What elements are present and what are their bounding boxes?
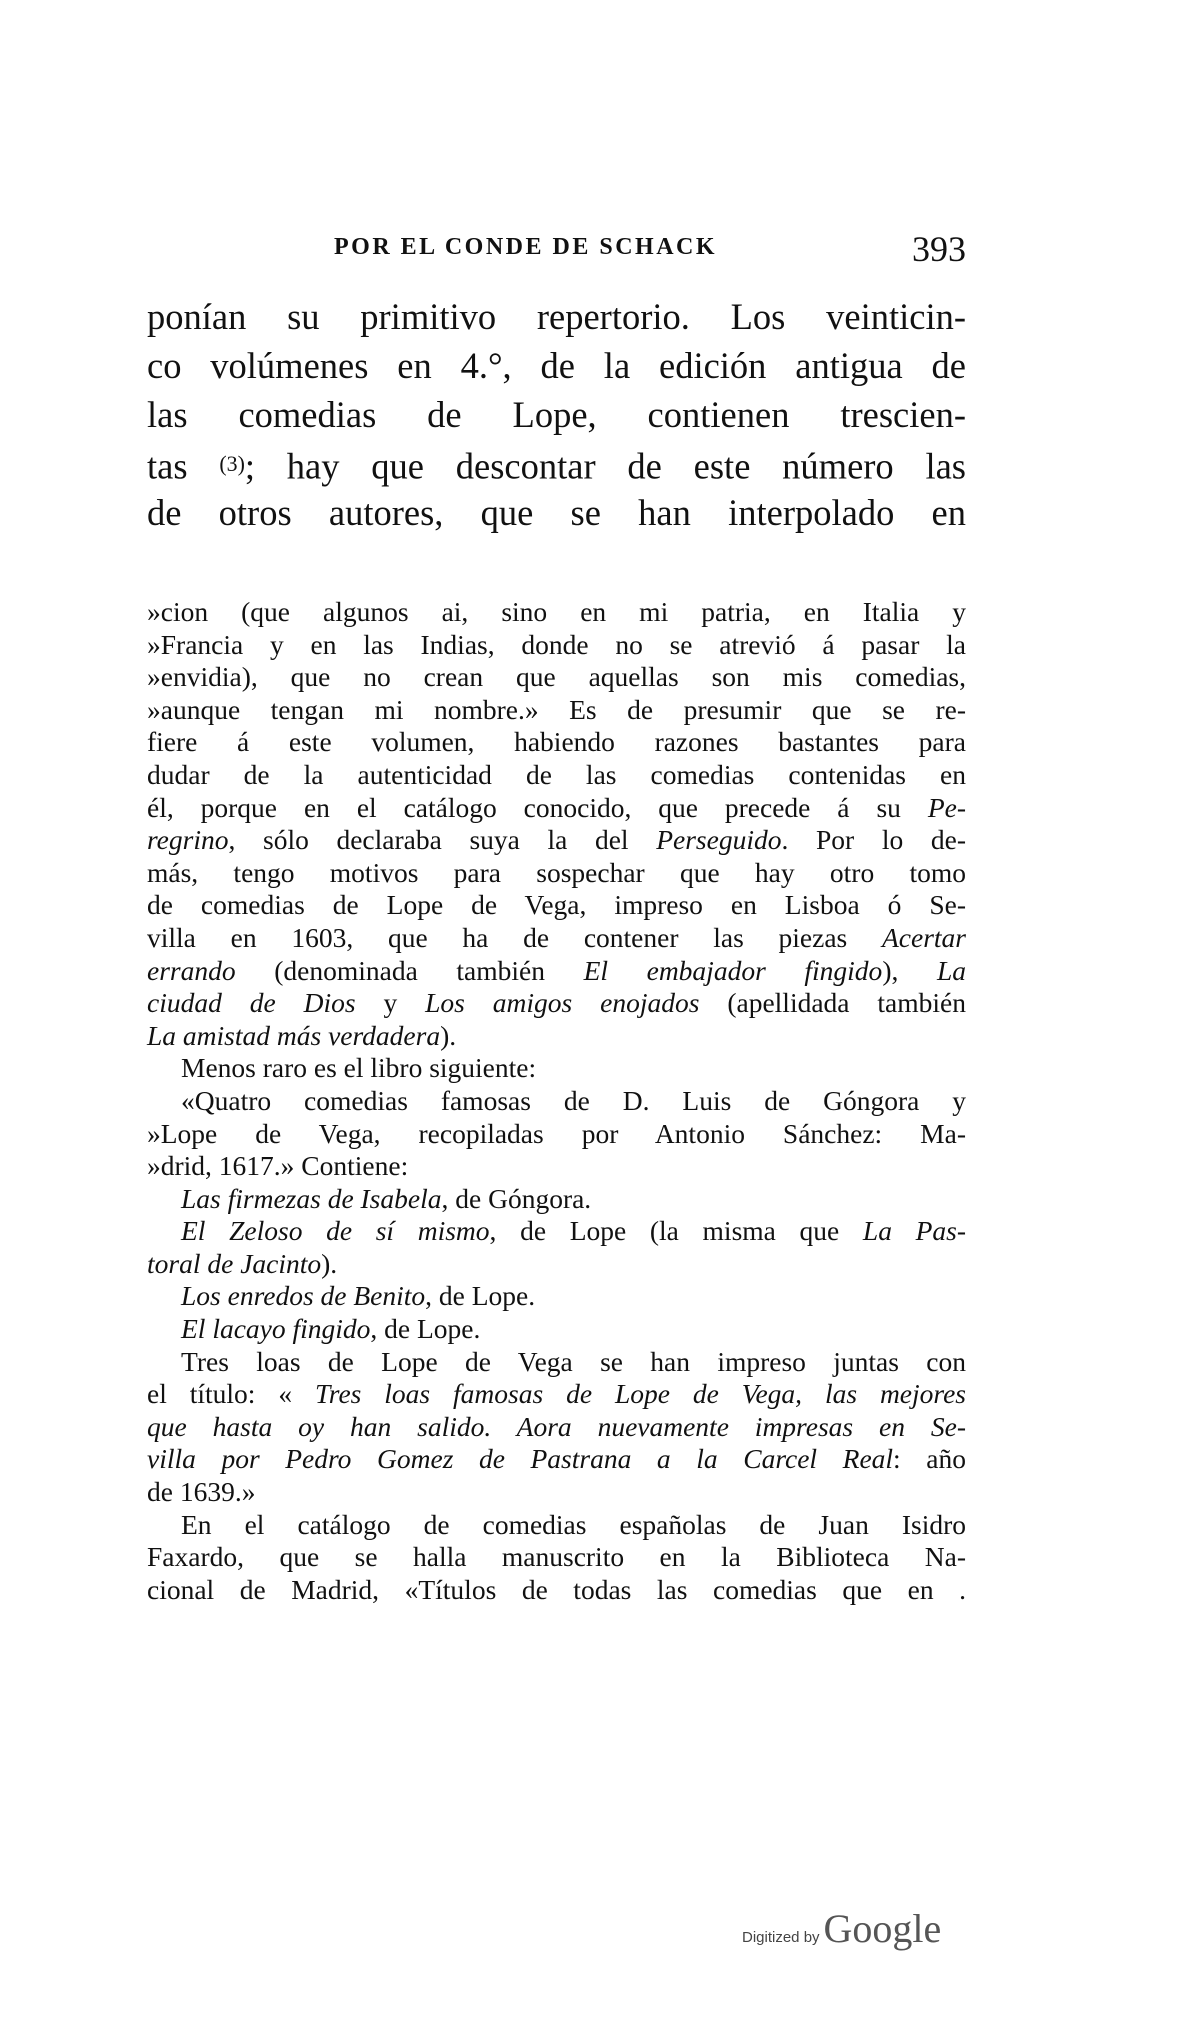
- running-title: POR EL CONDE DE SCHACK: [334, 234, 718, 260]
- text-line: [147, 629, 966, 662]
- text-line: [147, 857, 966, 890]
- text-run: »Lope de Vega, recopiladas por Antonio Sánchez: Ma-: [147, 1117, 966, 1149]
- text-run: ).: [440, 1019, 457, 1051]
- text-run: , de Lope.: [425, 1280, 536, 1312]
- italic-text: El Zeloso de sí mismo: [181, 1215, 490, 1247]
- text-run: más, tengo motivos para sospechar que hay otro tomo: [147, 856, 966, 888]
- text-line: [147, 792, 966, 825]
- main-text: [147, 292, 966, 537]
- text-line: [147, 1411, 966, 1444]
- text-run: el título: «: [147, 1378, 316, 1410]
- text-run: de otros autores, que se han interpolado en: [147, 492, 966, 533]
- italic-text: La amistad más verdadera: [147, 1019, 441, 1051]
- text-run: fiere á este volumen, habiendo razones bastantes para: [147, 726, 966, 758]
- text-run: . Por lo de-: [781, 824, 966, 856]
- text-line: [147, 1574, 966, 1607]
- text-line: [147, 1509, 966, 1542]
- text-line: [147, 726, 966, 759]
- text-run: de comedias de Lope de Vega, impreso en Lisboa ó Se-: [147, 889, 966, 921]
- text-line: [147, 1476, 966, 1509]
- text-run: , de Góngora.: [441, 1182, 592, 1214]
- italic-text: regrino: [147, 824, 229, 856]
- text-line: [147, 922, 966, 955]
- italic-text: Pe-: [927, 791, 966, 823]
- text-line: [147, 1443, 966, 1476]
- text-run: »envidia), que no crean que aquellas son mis comedias,: [147, 661, 966, 693]
- text-line: [147, 1150, 966, 1183]
- text-line: [147, 488, 966, 537]
- text-run: y: [355, 987, 426, 1019]
- text-run: las comedias de Lope, contienen trescien-: [147, 394, 966, 435]
- text-line: [147, 1020, 966, 1053]
- text-run: de 1639.»: [147, 1476, 256, 1508]
- italic-text: Acertar: [881, 921, 966, 953]
- text-line: [147, 889, 966, 922]
- italic-text: toral de Jacinto: [147, 1247, 322, 1279]
- text-run: »cion (que algunos ai, sino en mi patria, en Italia y: [147, 596, 966, 627]
- text-line: [147, 955, 966, 988]
- italic-text: Los amigos enojados: [425, 987, 700, 1019]
- text-line: [147, 439, 966, 488]
- italic-text: Los enredos de Benito: [181, 1280, 426, 1312]
- italic-text: El embajador fingido: [583, 954, 883, 986]
- text-run: ).: [321, 1247, 338, 1279]
- italic-text: El lacayo fingido: [181, 1313, 371, 1345]
- text-line: [147, 987, 966, 1020]
- text-run: »drid, 1617.» Contiene:: [147, 1150, 409, 1182]
- text-line: [147, 824, 966, 857]
- text-run: Tres loas de Lope de Vega se han impreso juntas con: [181, 1345, 966, 1377]
- text-run: co volúmenes en 4.°, de la edición antigua de: [147, 345, 966, 386]
- footnote-ref: (3): [219, 451, 245, 476]
- text-line: [147, 661, 966, 694]
- text-line: [147, 759, 966, 792]
- text-run: «Quatro comedias famosas de D. Luis de Góngora y: [181, 1084, 966, 1116]
- text-run: ponían su primitivo repertorio. Los veinticin-: [147, 296, 966, 337]
- text-line: [147, 1378, 966, 1411]
- italic-text: que hasta oy han salido. Aora nuevamente impresas en Se-: [147, 1410, 966, 1442]
- text-run: »aunque tengan mi nombre.» Es de presumir que se re-: [147, 693, 966, 725]
- text-line: [147, 341, 966, 390]
- italic-text: errando: [147, 954, 236, 986]
- watermark-prefix: Digitized by: [742, 1929, 820, 1946]
- google-logo: Google: [823, 1906, 942, 1951]
- text-line: [147, 1541, 966, 1574]
- text-line: [147, 390, 966, 439]
- italic-text: villa por Pedro Gomez de Pastrana a la Carcel Real: [147, 1443, 894, 1475]
- text-run: ; hay que descontar de este número las: [244, 445, 967, 487]
- text-run: (apellidada también: [699, 987, 966, 1019]
- italic-text: Las firmezas de Isabela: [181, 1182, 442, 1214]
- text-line: [147, 596, 966, 629]
- text-run: , sólo declaraba suya la del: [228, 824, 657, 856]
- digitized-by-google-watermark: [742, 1905, 941, 1952]
- italic-text: Tres loas famosas de Lope de Vega, las mejores: [315, 1378, 966, 1410]
- text-run: cional de Madrid, «Títulos de todas las comedias que en .: [147, 1573, 966, 1605]
- text-line: [147, 1346, 966, 1379]
- text-line: [147, 1118, 966, 1151]
- text-run: (denominada también: [235, 954, 584, 986]
- text-run: , de Lope.: [370, 1313, 481, 1345]
- text-run: ),: [882, 954, 937, 986]
- italic-text: La Pas-: [862, 1215, 967, 1247]
- text-run: Menos raro es el libro siguiente:: [181, 1052, 537, 1084]
- text-line: [147, 1215, 966, 1248]
- text-line: [147, 1313, 966, 1346]
- text-run: : año: [893, 1443, 966, 1475]
- text-run: tas: [147, 445, 220, 487]
- footnote-text: [147, 596, 966, 1606]
- running-head: [334, 229, 966, 272]
- italic-text: Perseguido: [656, 824, 782, 856]
- text-line: [147, 1183, 966, 1216]
- text-run: En el catálogo de comedias españolas de Juan Isidro: [181, 1508, 966, 1540]
- text-run: dudar de la autenticidad de las comedias contenidas en: [147, 758, 966, 790]
- text-run: »Francia y en las Indias, donde no se atrevió á pasar la: [147, 628, 966, 660]
- text-line: [147, 292, 966, 341]
- text-line: [147, 1248, 966, 1281]
- italic-text: ciudad de Dios: [147, 987, 356, 1019]
- text-run: Faxardo, que se halla manuscrito en la Biblioteca Na-: [147, 1541, 966, 1573]
- page-number: 393: [912, 229, 966, 269]
- text-run: , de Lope (la misma que: [489, 1215, 863, 1247]
- text-run: villa en 1603, que ha de contener las piezas: [147, 921, 882, 953]
- italic-text: La: [936, 954, 966, 986]
- text-run: él, porque en el catálogo conocido, que precede á su: [147, 791, 928, 823]
- text-line: [147, 1280, 966, 1313]
- text-line: [147, 694, 966, 727]
- text-line: [147, 1085, 966, 1118]
- text-line: [147, 1052, 966, 1085]
